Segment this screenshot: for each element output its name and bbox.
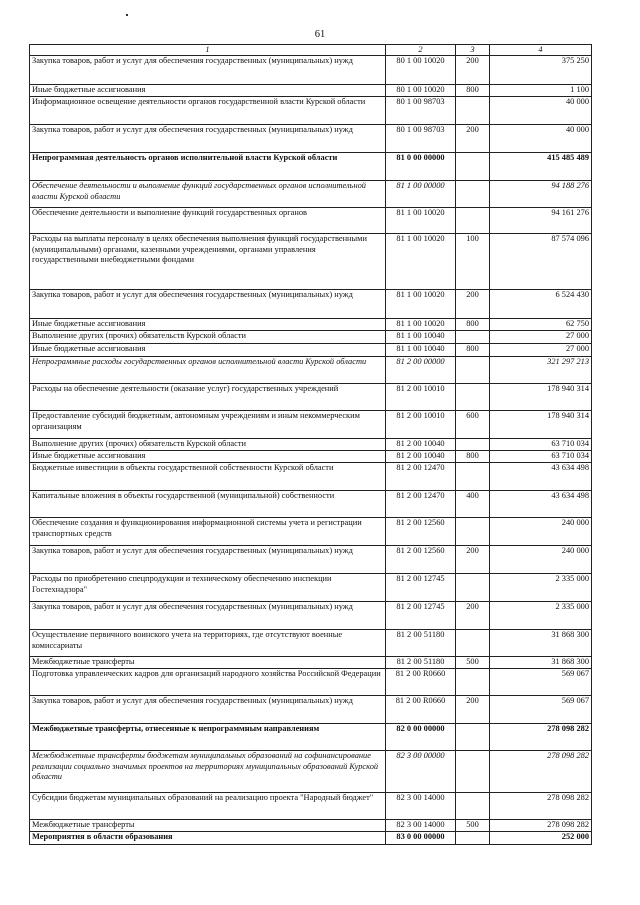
row-type-cell [456, 153, 490, 181]
row-type-cell: 200 [456, 125, 490, 153]
row-type-cell: 200 [456, 546, 490, 574]
row-type-cell: 800 [456, 451, 490, 463]
row-code-cell: 80 1 00 10020 [386, 56, 456, 85]
row-code-cell: 81 2 00 R0660 [386, 669, 456, 696]
table-row [30, 574, 592, 602]
row-type-cell [456, 208, 490, 234]
row-amount-cell: 63 710 034 [490, 451, 592, 463]
row-name-cell: Подготовка управленческих кадров для организаций народного хозяйства Российской Федерации [30, 669, 386, 696]
row-amount-cell: 1 100 [490, 85, 592, 97]
row-amount-cell: 278 098 282 [490, 751, 592, 793]
row-name-cell: Обеспечение деятельности и выполнение функций государственных органов [30, 208, 386, 234]
row-amount-cell: 278 098 282 [490, 820, 592, 832]
row-code-cell: 80 1 00 10020 [386, 85, 456, 97]
table-row [30, 724, 592, 751]
table-row [30, 56, 592, 85]
row-amount-cell: 2 335 000 [490, 574, 592, 602]
table-row [30, 153, 592, 181]
table-row [30, 331, 592, 344]
row-name-cell: Непрограммные расходы государственных органов исполнительной власти Курской области [30, 357, 386, 384]
row-name-cell: Непрограммная деятельность органов исполнительной власти Курской области [30, 153, 386, 181]
row-code-cell: 80 1 00 98703 [386, 97, 456, 125]
row-type-cell: 200 [456, 56, 490, 85]
page-number: 61 [314, 29, 326, 40]
row-type-cell [456, 181, 490, 208]
row-type-cell [456, 832, 490, 845]
row-name-cell: Предоставление субсидий бюджетным, автономным учреждениям и иным некоммерческим организациям [30, 411, 386, 439]
row-name-cell: Обеспечение создания и функционирования информационной системы учета и регистрации транспортных средств [30, 518, 386, 546]
row-code-cell: 81 0 00 00000 [386, 153, 456, 181]
table-row [30, 85, 592, 97]
row-name-cell: Межбюджетные трансферты бюджетам муниципальных образований на софинансирование реализации социально значимых проектов на территориях муниципальных образований Курской области [30, 751, 386, 793]
row-code-cell: 82 3 00 14000 [386, 820, 456, 832]
row-type-cell: 800 [456, 344, 490, 357]
row-code-cell: 81 2 00 51180 [386, 657, 456, 669]
row-name-cell: Закупка товаров, работ и услуг для обеспечения государственных (муниципальных) нужд [30, 125, 386, 153]
row-amount-cell: 375 250 [490, 56, 592, 85]
row-code-cell: 83 0 00 00000 [386, 832, 456, 845]
table-row [30, 630, 592, 657]
row-type-cell [456, 331, 490, 344]
row-type-cell: 800 [456, 85, 490, 97]
row-amount-cell: 278 098 282 [490, 724, 592, 751]
table-row [30, 696, 592, 724]
row-amount-cell: 252 000 [490, 832, 592, 845]
row-amount-cell: 31 868 300 [490, 630, 592, 657]
row-amount-cell: 40 000 [490, 97, 592, 125]
table-row [30, 290, 592, 319]
table-row [30, 832, 592, 845]
row-code-cell: 81 1 00 00000 [386, 181, 456, 208]
row-code-cell: 80 1 00 98703 [386, 125, 456, 153]
row-type-cell: 200 [456, 602, 490, 630]
table-row [30, 439, 592, 451]
row-code-cell: 81 2 00 12745 [386, 602, 456, 630]
table-row [30, 518, 592, 546]
row-code-cell: 81 1 00 10020 [386, 234, 456, 290]
table-row [30, 602, 592, 630]
row-type-cell [456, 384, 490, 411]
row-name-cell: Иные бюджетные ассигнования [30, 344, 386, 357]
table-row [30, 820, 592, 832]
row-amount-cell: 278 098 282 [490, 793, 592, 820]
row-code-cell: 81 2 00 12470 [386, 463, 456, 491]
row-code-cell: 81 1 00 10040 [386, 331, 456, 344]
row-code-cell: 81 2 00 12470 [386, 491, 456, 518]
row-type-cell: 800 [456, 319, 490, 331]
row-name-cell: Закупка товаров, работ и услуг для обеспечения государственных (муниципальных) нужд [30, 696, 386, 724]
row-amount-cell: 6 524 430 [490, 290, 592, 319]
table-row [30, 751, 592, 793]
table-row [30, 319, 592, 331]
row-name-cell: Межбюджетные трансферты [30, 657, 386, 669]
row-amount-cell: 321 297 213 [490, 357, 592, 384]
row-name-cell: Осуществление первичного воинского учета на территориях, где отсутствуют военные комиссариаты [30, 630, 386, 657]
row-code-cell: 81 2 00 00000 [386, 357, 456, 384]
row-amount-cell: 40 000 [490, 125, 592, 153]
row-amount-cell: 27 000 [490, 344, 592, 357]
table-row [30, 451, 592, 463]
row-amount-cell: 63 710 034 [490, 439, 592, 451]
row-name-cell: Закупка товаров, работ и услуг для обеспечения государственных (муниципальных) нужд [30, 546, 386, 574]
row-type-cell: 200 [456, 290, 490, 319]
table-row [30, 125, 592, 153]
row-name-cell: Обеспечение деятельности и выполнение функций государственных органов исполнительной власти Курской области [30, 181, 386, 208]
row-type-cell [456, 357, 490, 384]
row-name-cell: Информационное освещение деятельности органов государственной власти Курской области [30, 97, 386, 125]
row-code-cell: 81 2 00 R0660 [386, 696, 456, 724]
row-name-cell: Межбюджетные трансферты [30, 820, 386, 832]
row-amount-cell: 31 868 300 [490, 657, 592, 669]
row-type-cell: 400 [456, 491, 490, 518]
row-type-cell: 500 [456, 657, 490, 669]
row-code-cell: 81 2 00 10010 [386, 411, 456, 439]
row-amount-cell: 240 000 [490, 546, 592, 574]
row-name-cell: Иные бюджетные ассигнования [30, 451, 386, 463]
row-amount-cell: 27 000 [490, 331, 592, 344]
row-code-cell: 81 2 00 51180 [386, 630, 456, 657]
row-code-cell: 81 2 00 12560 [386, 518, 456, 546]
row-type-cell [456, 630, 490, 657]
table-row [30, 234, 592, 290]
row-amount-cell: 87 574 096 [490, 234, 592, 290]
row-name-cell: Расходы на выплаты персоналу в целях обеспечения выполнения функций государственными (муниципальными) органами, казенными учреждениями, органами управления государственными внебюджетными фондами [30, 234, 386, 290]
row-code-cell: 82 3 00 00000 [386, 751, 456, 793]
row-amount-cell: 569 067 [490, 696, 592, 724]
budget-table [29, 44, 592, 845]
row-code-cell: 81 2 00 12745 [386, 574, 456, 602]
row-amount-cell: 415 485 489 [490, 153, 592, 181]
row-code-cell: 81 2 00 10040 [386, 439, 456, 451]
row-amount-cell: 178 940 314 [490, 384, 592, 411]
row-code-cell: 81 1 00 10040 [386, 344, 456, 357]
row-name-cell: Закупка товаров, работ и услуг для обеспечения государственных (муниципальных) нужд [30, 602, 386, 630]
row-code-cell: 81 1 00 10020 [386, 319, 456, 331]
row-name-cell: Иные бюджетные ассигнования [30, 319, 386, 331]
row-name-cell: Расходы по приобретению спецпродукции и техническому обеспечению инспекции Гостехнадзора" [30, 574, 386, 602]
row-type-cell [456, 724, 490, 751]
row-type-cell [456, 751, 490, 793]
table-row [30, 669, 592, 696]
table-row [30, 384, 592, 411]
row-name-cell: Выполнение других (прочих) обязательств Курской области [30, 439, 386, 451]
row-name-cell: Межбюджетные трансферты, отнесенные к непрограммным направлениям [30, 724, 386, 751]
row-type-cell: 500 [456, 820, 490, 832]
row-code-cell: 81 2 00 10040 [386, 451, 456, 463]
row-type-cell [456, 669, 490, 696]
column-header-name: 1 [30, 45, 386, 56]
table-row [30, 657, 592, 669]
table-row [30, 793, 592, 820]
table-row [30, 463, 592, 491]
row-amount-cell: 240 000 [490, 518, 592, 546]
row-name-cell: Субсидии бюджетам муниципальных образований на реализацию проекта "Народный бюджет" [30, 793, 386, 820]
row-code-cell: 81 1 00 10020 [386, 290, 456, 319]
row-amount-cell: 62 750 [490, 319, 592, 331]
row-code-cell: 81 2 00 12560 [386, 546, 456, 574]
row-name-cell: Бюджетные инвестиции в объекты государственной собственности Курской области [30, 463, 386, 491]
row-amount-cell: 43 634 498 [490, 491, 592, 518]
row-type-cell [456, 574, 490, 602]
table-row [30, 344, 592, 357]
table-row [30, 411, 592, 439]
row-code-cell: 82 0 00 00000 [386, 724, 456, 751]
column-header-code: 2 [386, 45, 456, 56]
row-type-cell [456, 793, 490, 820]
column-header-type: 3 [456, 45, 490, 56]
row-name-cell: Выполнение других (прочих) обязательств Курской области [30, 331, 386, 344]
row-amount-cell: 2 335 000 [490, 602, 592, 630]
row-code-cell: 82 3 00 14000 [386, 793, 456, 820]
row-type-cell [456, 518, 490, 546]
row-name-cell: Капитальные вложения в объекты государственной (муниципальной) собственности [30, 491, 386, 518]
table-body [30, 56, 592, 845]
row-name-cell: Расходы на обеспечение деятельности (оказание услуг) государственных учреждений [30, 384, 386, 411]
row-amount-cell: 43 634 498 [490, 463, 592, 491]
row-type-cell: 100 [456, 234, 490, 290]
table-row [30, 546, 592, 574]
row-amount-cell: 178 940 314 [490, 411, 592, 439]
table-header-row [30, 45, 592, 56]
row-name-cell: Иные бюджетные ассигнования [30, 85, 386, 97]
row-amount-cell: 94 161 276 [490, 208, 592, 234]
table-row [30, 97, 592, 125]
row-name-cell: Мероприятия в области образования [30, 832, 386, 845]
row-name-cell: Закупка товаров, работ и услуг для обеспечения государственных (муниципальных) нужд [30, 56, 386, 85]
table-row [30, 357, 592, 384]
table-row [30, 181, 592, 208]
row-amount-cell: 94 188 276 [490, 181, 592, 208]
row-type-cell [456, 97, 490, 125]
table-row [30, 208, 592, 234]
row-type-cell [456, 439, 490, 451]
row-amount-cell: 569 067 [490, 669, 592, 696]
scan-artifact-dot [126, 14, 128, 16]
column-header-amount: 4 [490, 45, 592, 56]
row-name-cell: Закупка товаров, работ и услуг для обеспечения государственных (муниципальных) нужд [30, 290, 386, 319]
row-type-cell: 200 [456, 696, 490, 724]
row-code-cell: 81 2 00 10010 [386, 384, 456, 411]
table-row [30, 491, 592, 518]
row-type-cell: 600 [456, 411, 490, 439]
row-code-cell: 81 1 00 10020 [386, 208, 456, 234]
row-type-cell [456, 463, 490, 491]
